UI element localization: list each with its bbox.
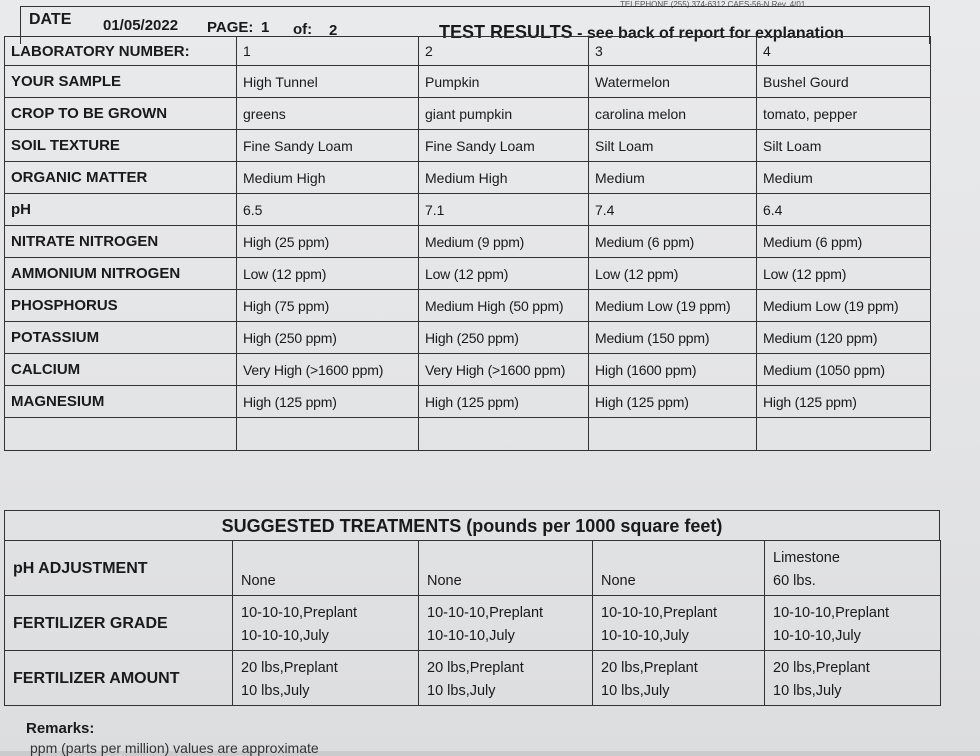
table-cell: High (1600 ppm) bbox=[589, 354, 757, 386]
of-value: 2 bbox=[329, 22, 338, 39]
cell-line: None bbox=[601, 573, 636, 589]
table-cell: High (250 ppm) bbox=[237, 322, 419, 354]
cell-line: None bbox=[241, 573, 276, 589]
table-cell: Low (12 ppm) bbox=[419, 258, 589, 290]
table-cell bbox=[233, 651, 419, 706]
table-cell: High (25 ppm) bbox=[237, 226, 419, 258]
table-row bbox=[5, 386, 931, 418]
cell-line: None bbox=[427, 573, 462, 589]
lab-number-cell: 3 bbox=[589, 37, 757, 66]
cell-line: 10-10-10,Preplant bbox=[601, 605, 718, 621]
table-cell: High (75 ppm) bbox=[237, 290, 419, 322]
lab-number-cell: 4 bbox=[757, 37, 931, 66]
table-cell: Pumpkin bbox=[419, 66, 589, 98]
cell-line: 20 lbs,Preplant bbox=[427, 660, 524, 676]
table-row bbox=[5, 98, 931, 130]
table-cell: Medium (1050 ppm) bbox=[757, 354, 931, 386]
table-cell: carolina melon bbox=[589, 98, 757, 130]
row-label: MAGNESIUM bbox=[5, 386, 237, 418]
cell-line: 10-10-10,Preplant bbox=[773, 605, 890, 621]
row-label: ORGANIC MATTER bbox=[5, 162, 237, 194]
table-cell: High (125 ppm) bbox=[757, 386, 931, 418]
cell-line: 10-10-10,Preplant bbox=[241, 605, 358, 621]
table-cell: Medium (9 ppm) bbox=[419, 226, 589, 258]
table-row bbox=[5, 130, 931, 162]
row-label: FERTILIZER GRADE bbox=[5, 596, 233, 651]
table-cell bbox=[419, 541, 593, 596]
table-cell bbox=[419, 596, 593, 651]
table-cell bbox=[233, 596, 419, 651]
lab-number-row bbox=[5, 37, 931, 66]
table-cell: Low (12 ppm) bbox=[237, 258, 419, 290]
table-row bbox=[5, 354, 931, 386]
cell-line: 10-10-10,July bbox=[601, 628, 689, 644]
table-cell: giant pumpkin bbox=[419, 98, 589, 130]
table-cell bbox=[593, 596, 765, 651]
table-cell: Fine Sandy Loam bbox=[419, 130, 589, 162]
table-row bbox=[5, 322, 931, 354]
row-label: CROP TO BE GROWN bbox=[5, 98, 237, 130]
report-title-main: TEST RESULTS bbox=[439, 22, 573, 42]
table-row bbox=[5, 66, 931, 98]
row-label: SOIL TEXTURE bbox=[5, 130, 237, 162]
table-cell bbox=[237, 418, 419, 451]
table-row bbox=[5, 541, 941, 596]
table-cell bbox=[757, 418, 931, 451]
table-cell: High (125 ppm) bbox=[237, 386, 419, 418]
cell-line: Limestone bbox=[773, 550, 840, 566]
table-row bbox=[5, 290, 931, 322]
row-label: NITRATE NITROGEN bbox=[5, 226, 237, 258]
table-cell: Silt Loam bbox=[757, 130, 931, 162]
table-cell bbox=[593, 651, 765, 706]
date-label: DATE bbox=[29, 11, 72, 28]
lab-number-cell: 2 bbox=[419, 37, 589, 66]
remarks-note: ppm (parts per million) values are approximate bbox=[30, 740, 319, 756]
table-cell: 6.4 bbox=[757, 194, 931, 226]
row-label: FERTILIZER AMOUNT bbox=[5, 651, 233, 706]
lab-number-cell: 1 bbox=[237, 37, 419, 66]
table-row bbox=[5, 596, 941, 651]
test-results-table bbox=[4, 36, 931, 451]
date-value: 01/05/2022 bbox=[103, 17, 179, 34]
table-cell: Medium (6 ppm) bbox=[757, 226, 931, 258]
cell-line: 10 lbs,July bbox=[601, 683, 670, 699]
remarks-label: Remarks: bbox=[26, 720, 95, 737]
table-cell: Medium High (50 ppm) bbox=[419, 290, 589, 322]
cell-line: 10-10-10,July bbox=[241, 628, 329, 644]
table-cell: Medium (6 ppm) bbox=[589, 226, 757, 258]
report-title-subtitle: - see back of report for explanation bbox=[572, 25, 844, 42]
table-cell: Medium bbox=[589, 162, 757, 194]
table-cell: 6.5 bbox=[237, 194, 419, 226]
table-cell bbox=[419, 651, 593, 706]
table-cell bbox=[765, 596, 941, 651]
page-value: 1 bbox=[261, 19, 270, 36]
table-cell: High (125 ppm) bbox=[589, 386, 757, 418]
table-cell: Watermelon bbox=[589, 66, 757, 98]
treatments-table bbox=[4, 540, 941, 706]
blank-row bbox=[5, 418, 931, 451]
lab-contact-strip: TELEPHONE (255) 374-6312 CAES-56-N Rev. 4/01 bbox=[620, 0, 806, 8]
table-row bbox=[5, 651, 941, 706]
table-row bbox=[5, 258, 931, 290]
table-cell: greens bbox=[237, 98, 419, 130]
table-cell: High (250 ppm) bbox=[419, 322, 589, 354]
table-cell: 7.1 bbox=[419, 194, 589, 226]
row-label: PHOSPHORUS bbox=[5, 290, 237, 322]
table-cell: Medium (120 ppm) bbox=[757, 322, 931, 354]
table-cell: Medium bbox=[757, 162, 931, 194]
table-cell: Medium High bbox=[419, 162, 589, 194]
table-cell bbox=[589, 418, 757, 451]
table-cell bbox=[5, 418, 237, 451]
of-label: of: bbox=[293, 21, 313, 38]
table-cell bbox=[765, 541, 941, 596]
cell-line: 10-10-10,Preplant bbox=[427, 605, 544, 621]
row-label: POTASSIUM bbox=[5, 322, 237, 354]
cell-line: 10 lbs,July bbox=[241, 683, 310, 699]
table-cell: Bushel Gourd bbox=[757, 66, 931, 98]
cell-line: 10-10-10,July bbox=[773, 628, 861, 644]
table-cell: Very High (>1600 ppm) bbox=[237, 354, 419, 386]
table-cell: Silt Loam bbox=[589, 130, 757, 162]
cell-line: 20 lbs,Preplant bbox=[241, 660, 338, 676]
table-cell bbox=[593, 541, 765, 596]
page-label: PAGE: bbox=[207, 19, 254, 36]
cell-line: 10 lbs,July bbox=[427, 683, 496, 699]
table-cell: 7.4 bbox=[589, 194, 757, 226]
table-cell: Medium High bbox=[237, 162, 419, 194]
row-label: AMMONIUM NITROGEN bbox=[5, 258, 237, 290]
table-cell: tomato, pepper bbox=[757, 98, 931, 130]
row-label: pH bbox=[5, 194, 237, 226]
table-cell bbox=[233, 541, 419, 596]
row-label: LABORATORY NUMBER: bbox=[5, 37, 237, 66]
cell-line: 10 lbs,July bbox=[773, 683, 842, 699]
table-cell: Medium (150 ppm) bbox=[589, 322, 757, 354]
table-cell: High (125 ppm) bbox=[419, 386, 589, 418]
table-cell: Low (12 ppm) bbox=[589, 258, 757, 290]
table-cell bbox=[419, 418, 589, 451]
row-label: YOUR SAMPLE bbox=[5, 66, 237, 98]
table-cell: Very High (>1600 ppm) bbox=[419, 354, 589, 386]
table-cell: Medium Low (19 ppm) bbox=[757, 290, 931, 322]
cell-line: 60 lbs. bbox=[773, 573, 816, 589]
cell-line: 20 lbs,Preplant bbox=[773, 660, 870, 676]
table-cell bbox=[765, 651, 941, 706]
table-row bbox=[5, 162, 931, 194]
treatments-title: SUGGESTED TREATMENTS (pounds per 1000 square feet) bbox=[4, 510, 940, 540]
row-label: pH ADJUSTMENT bbox=[5, 541, 233, 596]
cell-line: 10-10-10,July bbox=[427, 628, 515, 644]
table-row bbox=[5, 226, 931, 258]
cell-line: 20 lbs,Preplant bbox=[601, 660, 698, 676]
table-cell: Fine Sandy Loam bbox=[237, 130, 419, 162]
table-row bbox=[5, 194, 931, 226]
table-cell: Medium Low (19 ppm) bbox=[589, 290, 757, 322]
table-cell: High Tunnel bbox=[237, 66, 419, 98]
row-label: CALCIUM bbox=[5, 354, 237, 386]
table-cell: Low (12 ppm) bbox=[757, 258, 931, 290]
